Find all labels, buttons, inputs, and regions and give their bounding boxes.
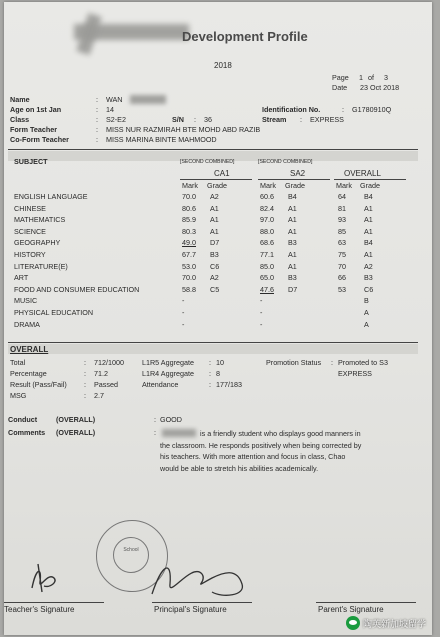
overall-mark-col: Mark — [336, 181, 352, 190]
sn-colon: : — [194, 115, 196, 124]
msg-value: 2.7 — [94, 391, 104, 400]
overall-grade: A2 — [364, 261, 373, 271]
sa2-grade: A1 — [288, 203, 297, 213]
class-colon: : — [96, 115, 98, 124]
l1r5-value: 10 — [216, 358, 224, 367]
sa2-mark: 68.6 — [260, 238, 274, 248]
overall-grade-col: Grade — [360, 181, 380, 190]
overall-header: OVERALL — [344, 169, 381, 178]
subject-name: MATHEMATICS — [14, 215, 66, 225]
class-value: S2-E2 — [106, 115, 126, 124]
ca1-mark: 53.0 — [182, 261, 196, 271]
l1r4-label: L1R4 Aggregate — [142, 369, 194, 378]
sa2-mark: - — [260, 319, 263, 329]
page-of: of — [368, 73, 374, 82]
ca1-grade: A2 — [210, 192, 219, 201]
sa2-header: SA2 — [290, 169, 306, 178]
stamp-center: School — [113, 537, 149, 573]
overall-grade: B4 — [364, 192, 373, 201]
percentage-value: 71.2 — [94, 369, 108, 378]
sa2-grade: A1 — [288, 226, 297, 236]
sa2-mark: - — [260, 296, 263, 306]
result-colon: : — [84, 380, 86, 389]
ca1-grade: C5 — [210, 284, 220, 294]
overall-grade: A1 — [364, 250, 373, 259]
sa2-mark: 47.6 — [260, 284, 274, 294]
redacted-student-name — [162, 429, 196, 437]
subject-name: ENGLISH LANGUAGE — [14, 192, 88, 201]
ca1-mark: - — [182, 319, 185, 329]
comment-line: the classroom. He responds positively when being corrected by — [160, 440, 362, 450]
ca1-mark: 85.9 — [182, 215, 196, 225]
subject-name: DRAMA — [14, 319, 40, 329]
sa2-mark: 97.0 — [260, 215, 274, 225]
sa2-grade: B3 — [288, 273, 297, 283]
l1r5-label: L1R5 Aggregate — [142, 358, 194, 367]
total-label: Total — [10, 358, 26, 367]
overall-grade: A — [364, 319, 369, 329]
comments-label: Comments — [8, 428, 46, 437]
comments-colon: : — [154, 428, 156, 437]
sa2-grade: A1 — [288, 261, 297, 271]
date-label: Date — [332, 83, 348, 92]
overall-mark: 75 — [338, 250, 346, 259]
overall-grade: C6 — [364, 284, 374, 294]
result-value: Passed — [94, 380, 118, 389]
principal-signature-line — [152, 602, 252, 603]
ca1-mark: 67.7 — [182, 250, 196, 259]
watermark-text: 陶英新加坡留学 — [362, 619, 426, 630]
age-label: Age on 1st Jan — [10, 105, 62, 114]
report-card-page — [4, 2, 432, 635]
overall-grade: A — [364, 308, 369, 317]
teacher-signature-label: Teacher's Signature — [4, 605, 75, 614]
overall-section-header: OVERALL — [10, 345, 49, 354]
ca1-mark: 49.0 — [182, 238, 196, 248]
subject-name: GEOGRAPHY — [14, 238, 61, 248]
age-value: 14 — [106, 105, 114, 114]
sa2-mark: 60.6 — [260, 192, 274, 201]
sa2-mark: 77.1 — [260, 250, 274, 259]
subject-name: MUSIC — [14, 296, 38, 306]
sa2-grade: A1 — [288, 250, 297, 259]
subject-name: ART — [14, 273, 29, 283]
sa2-mark: 82.4 — [260, 203, 274, 213]
coform-teacher-colon: : — [96, 135, 98, 144]
watermark — [346, 615, 426, 631]
principal-signature-mark — [142, 554, 252, 604]
overall-grade: B — [364, 296, 369, 306]
ca1-mark-col: Mark — [182, 181, 198, 190]
promotion-value: Promoted to S3 — [338, 358, 388, 367]
overall-grade: B3 — [364, 273, 373, 283]
ca1-mark: 70.0 — [182, 192, 196, 201]
ca1-mark: 70.0 — [182, 273, 196, 283]
attendance-colon: : — [209, 380, 211, 389]
sn-value: 36 — [204, 115, 212, 124]
sa2-grade: A1 — [288, 215, 297, 225]
page-number: 1 — [359, 73, 363, 82]
msg-label: MSG — [10, 391, 27, 400]
result-label: Result (Pass/Fail) — [10, 380, 67, 389]
overall-grade: A1 — [364, 215, 373, 225]
overall-underline — [334, 179, 406, 180]
percentage-colon: : — [84, 369, 86, 378]
attendance-label: Attendance — [142, 380, 179, 389]
l1r4-colon: : — [209, 369, 211, 378]
overall-mark: 53 — [338, 284, 346, 294]
sa2-grade: D7 — [288, 284, 298, 294]
subject-name: SCIENCE — [14, 226, 46, 236]
overall-mark: 70 — [338, 261, 346, 271]
sa2-mark: 65.0 — [260, 273, 274, 283]
ca1-combined-label: [SECOND COMBINED] — [180, 159, 235, 165]
divider — [8, 342, 418, 343]
comment-line: his teachers. With more attention and focus in class, Chao — [160, 452, 346, 461]
name-value: WAN — [106, 95, 123, 104]
form-teacher-colon: : — [96, 125, 98, 134]
comments-overall: (OVERALL) — [56, 428, 96, 437]
sa2-grade: B4 — [288, 192, 297, 201]
page-total: 3 — [384, 73, 388, 82]
divider — [8, 149, 418, 150]
ca1-grade: A1 — [210, 226, 219, 236]
class-label: Class — [10, 115, 30, 124]
sa2-mark: 85.0 — [260, 261, 274, 271]
sa2-combined-label: [SECOND COMBINED] — [258, 159, 313, 165]
overall-mark: 64 — [338, 192, 346, 201]
subject-name: PHYSICAL EDUCATION — [14, 308, 94, 317]
ca1-mark: - — [182, 296, 185, 306]
stream-value: EXPRESS — [310, 115, 344, 124]
total-colon: : — [84, 358, 86, 367]
coform-teacher-value: MISS MARINA BINTE MAHMOOD — [106, 135, 217, 144]
comment-line: is a friendly student who displays good manners in — [200, 429, 361, 438]
msg-colon: : — [84, 391, 86, 400]
parent-signature-label: Parent's Signature — [318, 605, 384, 614]
ca1-grade: D7 — [210, 238, 220, 248]
promotion-colon: : — [331, 358, 333, 367]
total-value: 712/1000 — [94, 358, 124, 367]
teacher-signature-mark — [24, 558, 64, 598]
form-teacher-value: MISS NUR RAZMIRAH BTE MOHD ABD RAZIB — [106, 125, 261, 134]
conduct-label: Conduct — [8, 415, 38, 424]
ca1-header: CA1 — [214, 169, 230, 178]
ca1-grade: A1 — [210, 215, 219, 225]
conduct-value: GOOD — [160, 415, 182, 424]
sa2-mark: - — [260, 308, 263, 317]
conduct-overall: (OVERALL) — [56, 415, 96, 424]
form-teacher-label: Form Teacher — [10, 125, 57, 134]
id-colon: : — [342, 105, 344, 114]
sa2-grade-col: Grade — [285, 181, 305, 190]
ca1-underline — [180, 179, 252, 180]
report-title: Development Profile — [182, 29, 308, 44]
stream-colon: : — [300, 115, 302, 124]
redacted-name — [130, 95, 166, 104]
sn-label: S/N — [172, 115, 184, 124]
ca1-grade: A2 — [210, 273, 219, 283]
overall-grade: B4 — [364, 238, 373, 248]
ca1-grade-col: Grade — [207, 181, 227, 190]
report-year: 2018 — [214, 61, 232, 70]
subject-name: LITERATURE(E) — [14, 261, 68, 271]
id-value: G1780910Q — [352, 105, 392, 114]
sa2-grade: B3 — [288, 238, 297, 248]
coform-teacher-label: Co-Form Teacher — [10, 135, 69, 144]
overall-grade: A1 — [364, 203, 373, 213]
sa2-mark-col: Mark — [260, 181, 276, 190]
ca1-grade: A1 — [210, 203, 219, 213]
ca1-grade: C6 — [210, 261, 220, 271]
percentage-label: Percentage — [10, 369, 47, 378]
overall-mark: 81 — [338, 203, 346, 213]
comment-line: would be able to stretch his abilities academically. — [160, 463, 319, 473]
ca1-grade: B3 — [210, 250, 219, 259]
sa2-underline — [258, 179, 330, 180]
conduct-colon: : — [154, 415, 156, 424]
l1r4-value: 8 — [216, 369, 220, 378]
attendance-value: 177/183 — [216, 380, 242, 389]
subject-name: CHINESE — [14, 203, 46, 213]
overall-mark: 63 — [338, 238, 346, 248]
wechat-icon — [346, 616, 360, 630]
ca1-mark: 80.3 — [182, 226, 196, 236]
sa2-mark: 88.0 — [260, 226, 274, 236]
promotion-stream: EXPRESS — [338, 369, 372, 378]
l1r5-colon: : — [209, 358, 211, 367]
ca1-mark: - — [182, 308, 185, 317]
name-colon: : — [96, 95, 98, 104]
ca1-mark: 80.6 — [182, 203, 196, 213]
ca1-mark: 58.8 — [182, 284, 196, 294]
date-value: 23 Oct 2018 — [360, 83, 400, 92]
name-label: Name — [10, 95, 30, 104]
subject-name: HISTORY — [14, 250, 46, 259]
stream-label: Stream — [262, 115, 287, 124]
page-label: Page — [332, 73, 349, 82]
overall-header-band — [8, 344, 418, 354]
parent-signature-line — [316, 602, 416, 603]
principal-signature-label: Principal's Signature — [154, 605, 227, 614]
overall-grade: A1 — [364, 226, 373, 236]
overall-mark: 93 — [338, 215, 346, 225]
age-colon: : — [96, 105, 98, 114]
overall-mark: 66 — [338, 273, 346, 283]
subject-name: FOOD AND CONSUMER EDUCATION — [14, 284, 140, 294]
promotion-label: Promotion Status — [266, 358, 322, 367]
id-label: Identification No. — [262, 105, 321, 114]
teacher-signature-line — [4, 602, 104, 603]
subject-header: SUBJECT — [14, 157, 48, 166]
overall-mark: 85 — [338, 226, 346, 236]
